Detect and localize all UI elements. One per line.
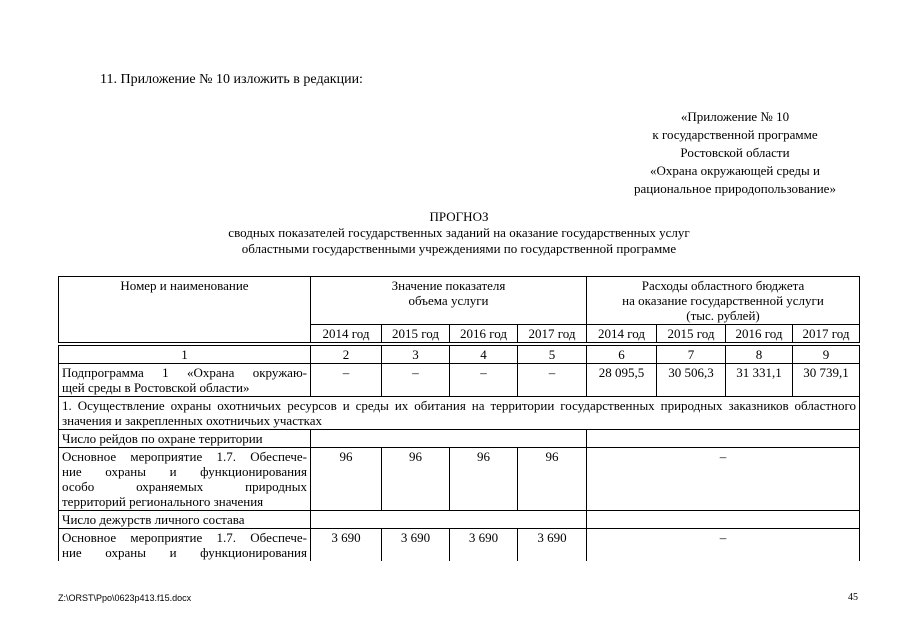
column-number: 1 xyxy=(59,346,311,364)
indicator-value: – xyxy=(518,364,587,397)
expense-value: 30 506,3 xyxy=(657,364,726,397)
year-cell: 2016 год xyxy=(450,325,518,343)
measure-name xyxy=(59,529,311,562)
subprogram-row xyxy=(59,364,860,397)
subprogram-name-line: Подпрограмма 1 «Охрана окружаю- xyxy=(62,365,307,380)
expense-value: 30 739,1 xyxy=(793,364,860,397)
column-number: 9 xyxy=(793,346,860,364)
title-line: областными государственными учреждениями по государственной программе xyxy=(241,241,677,256)
title-heading: ПРОГНОЗ xyxy=(429,209,489,224)
indicator-value: – xyxy=(382,364,450,397)
measure-name-line: Основное мероприятие 1.7. Обеспече- xyxy=(62,449,307,464)
measure-name-line: территорий регионального значения xyxy=(62,494,264,509)
subprogram-name-line: щей среды в Ростовской области» xyxy=(62,380,250,395)
appendix-line: рациональное природопользование» xyxy=(634,181,836,196)
section-row xyxy=(59,397,860,430)
caption-empty xyxy=(587,430,860,448)
header-expenses-line: на оказание государственной услуги xyxy=(622,293,824,308)
appendix-line: «Приложение № 10 xyxy=(680,109,790,124)
column-number: 7 xyxy=(657,346,726,364)
header-indicator-line: объема услуги xyxy=(408,293,489,308)
header-indicator xyxy=(311,277,587,325)
caption-empty xyxy=(587,511,860,529)
measure-name-line: ние охраны и функционирования xyxy=(62,545,307,560)
measure-name-line: ние охраны и функционирования xyxy=(62,464,307,479)
page-number: 45 xyxy=(848,592,858,603)
measure-row xyxy=(59,448,860,511)
measure-value: 96 xyxy=(518,448,587,511)
year-cell: 2016 год xyxy=(726,325,793,343)
column-number: 2 xyxy=(311,346,382,364)
measure-expense: – xyxy=(587,529,860,562)
header-name: Номер и наименование xyxy=(59,277,311,343)
indicator-caption: Число рейдов по охране территории xyxy=(59,430,311,448)
measure-row xyxy=(59,529,860,562)
expense-value: 31 331,1 xyxy=(726,364,793,397)
measure-name-line: Основное мероприятие 1.7. Обеспече- xyxy=(62,530,307,545)
caption-row xyxy=(59,430,860,448)
year-cell: 2015 год xyxy=(382,325,450,343)
header-expenses-line: Расходы областного бюджета xyxy=(641,278,805,293)
measure-value: 3 690 xyxy=(311,529,382,562)
measure-value: 96 xyxy=(450,448,518,511)
year-cell: 2017 год xyxy=(518,325,587,343)
indicator-value: – xyxy=(311,364,382,397)
caption-empty xyxy=(311,430,587,448)
measure-expense: – xyxy=(587,448,860,511)
column-number: 5 xyxy=(518,346,587,364)
header-expenses-line: (тыс. рублей) xyxy=(686,308,760,323)
header-expenses xyxy=(587,277,860,325)
year-cell: 2014 год xyxy=(311,325,382,343)
indicator-caption: Число дежурств личного состава xyxy=(59,511,311,529)
column-number: 8 xyxy=(726,346,793,364)
caption-empty xyxy=(311,511,587,529)
column-number: 4 xyxy=(450,346,518,364)
appendix-line: Ростовской области xyxy=(680,145,790,160)
appendix-line: «Охрана окружающей среды и xyxy=(650,163,820,178)
measure-value: 3 690 xyxy=(450,529,518,562)
caption-row xyxy=(59,511,860,529)
measure-name xyxy=(59,448,311,511)
measure-value: 3 690 xyxy=(518,529,587,562)
year-cell: 2017 год xyxy=(793,325,860,343)
intro-text: 11. Приложение № 10 изложить в редакции: xyxy=(100,72,363,87)
forecast-table xyxy=(58,276,860,561)
measure-name-line: особо охраняемых природных xyxy=(62,479,307,494)
appendix-header xyxy=(610,108,860,198)
column-number: 6 xyxy=(587,346,657,364)
measure-value: 96 xyxy=(311,448,382,511)
measure-value: 96 xyxy=(382,448,450,511)
appendix-line: к государственной программе xyxy=(652,127,818,142)
section-title: 1. Осуществление охраны охотничьих ресурсов и среды их обитания на территории государственных природных заказников областного значения и закрепленных охотничьих участках xyxy=(59,397,860,430)
header-row xyxy=(59,277,860,325)
file-path: Z:\ORST\Ppo\0623p413.f15.docx xyxy=(58,593,192,603)
indicator-value: – xyxy=(450,364,518,397)
measure-value: 3 690 xyxy=(382,529,450,562)
year-cell: 2015 год xyxy=(657,325,726,343)
subprogram-name xyxy=(59,364,311,397)
column-number: 3 xyxy=(382,346,450,364)
title-line: сводных показателей государственных заданий на оказание государственных услуг xyxy=(228,225,690,240)
year-cell: 2014 год xyxy=(587,325,657,343)
document-title xyxy=(100,209,818,257)
header-indicator-line: Значение показателя xyxy=(391,278,506,293)
column-number-row xyxy=(59,346,860,364)
expense-value: 28 095,5 xyxy=(587,364,657,397)
